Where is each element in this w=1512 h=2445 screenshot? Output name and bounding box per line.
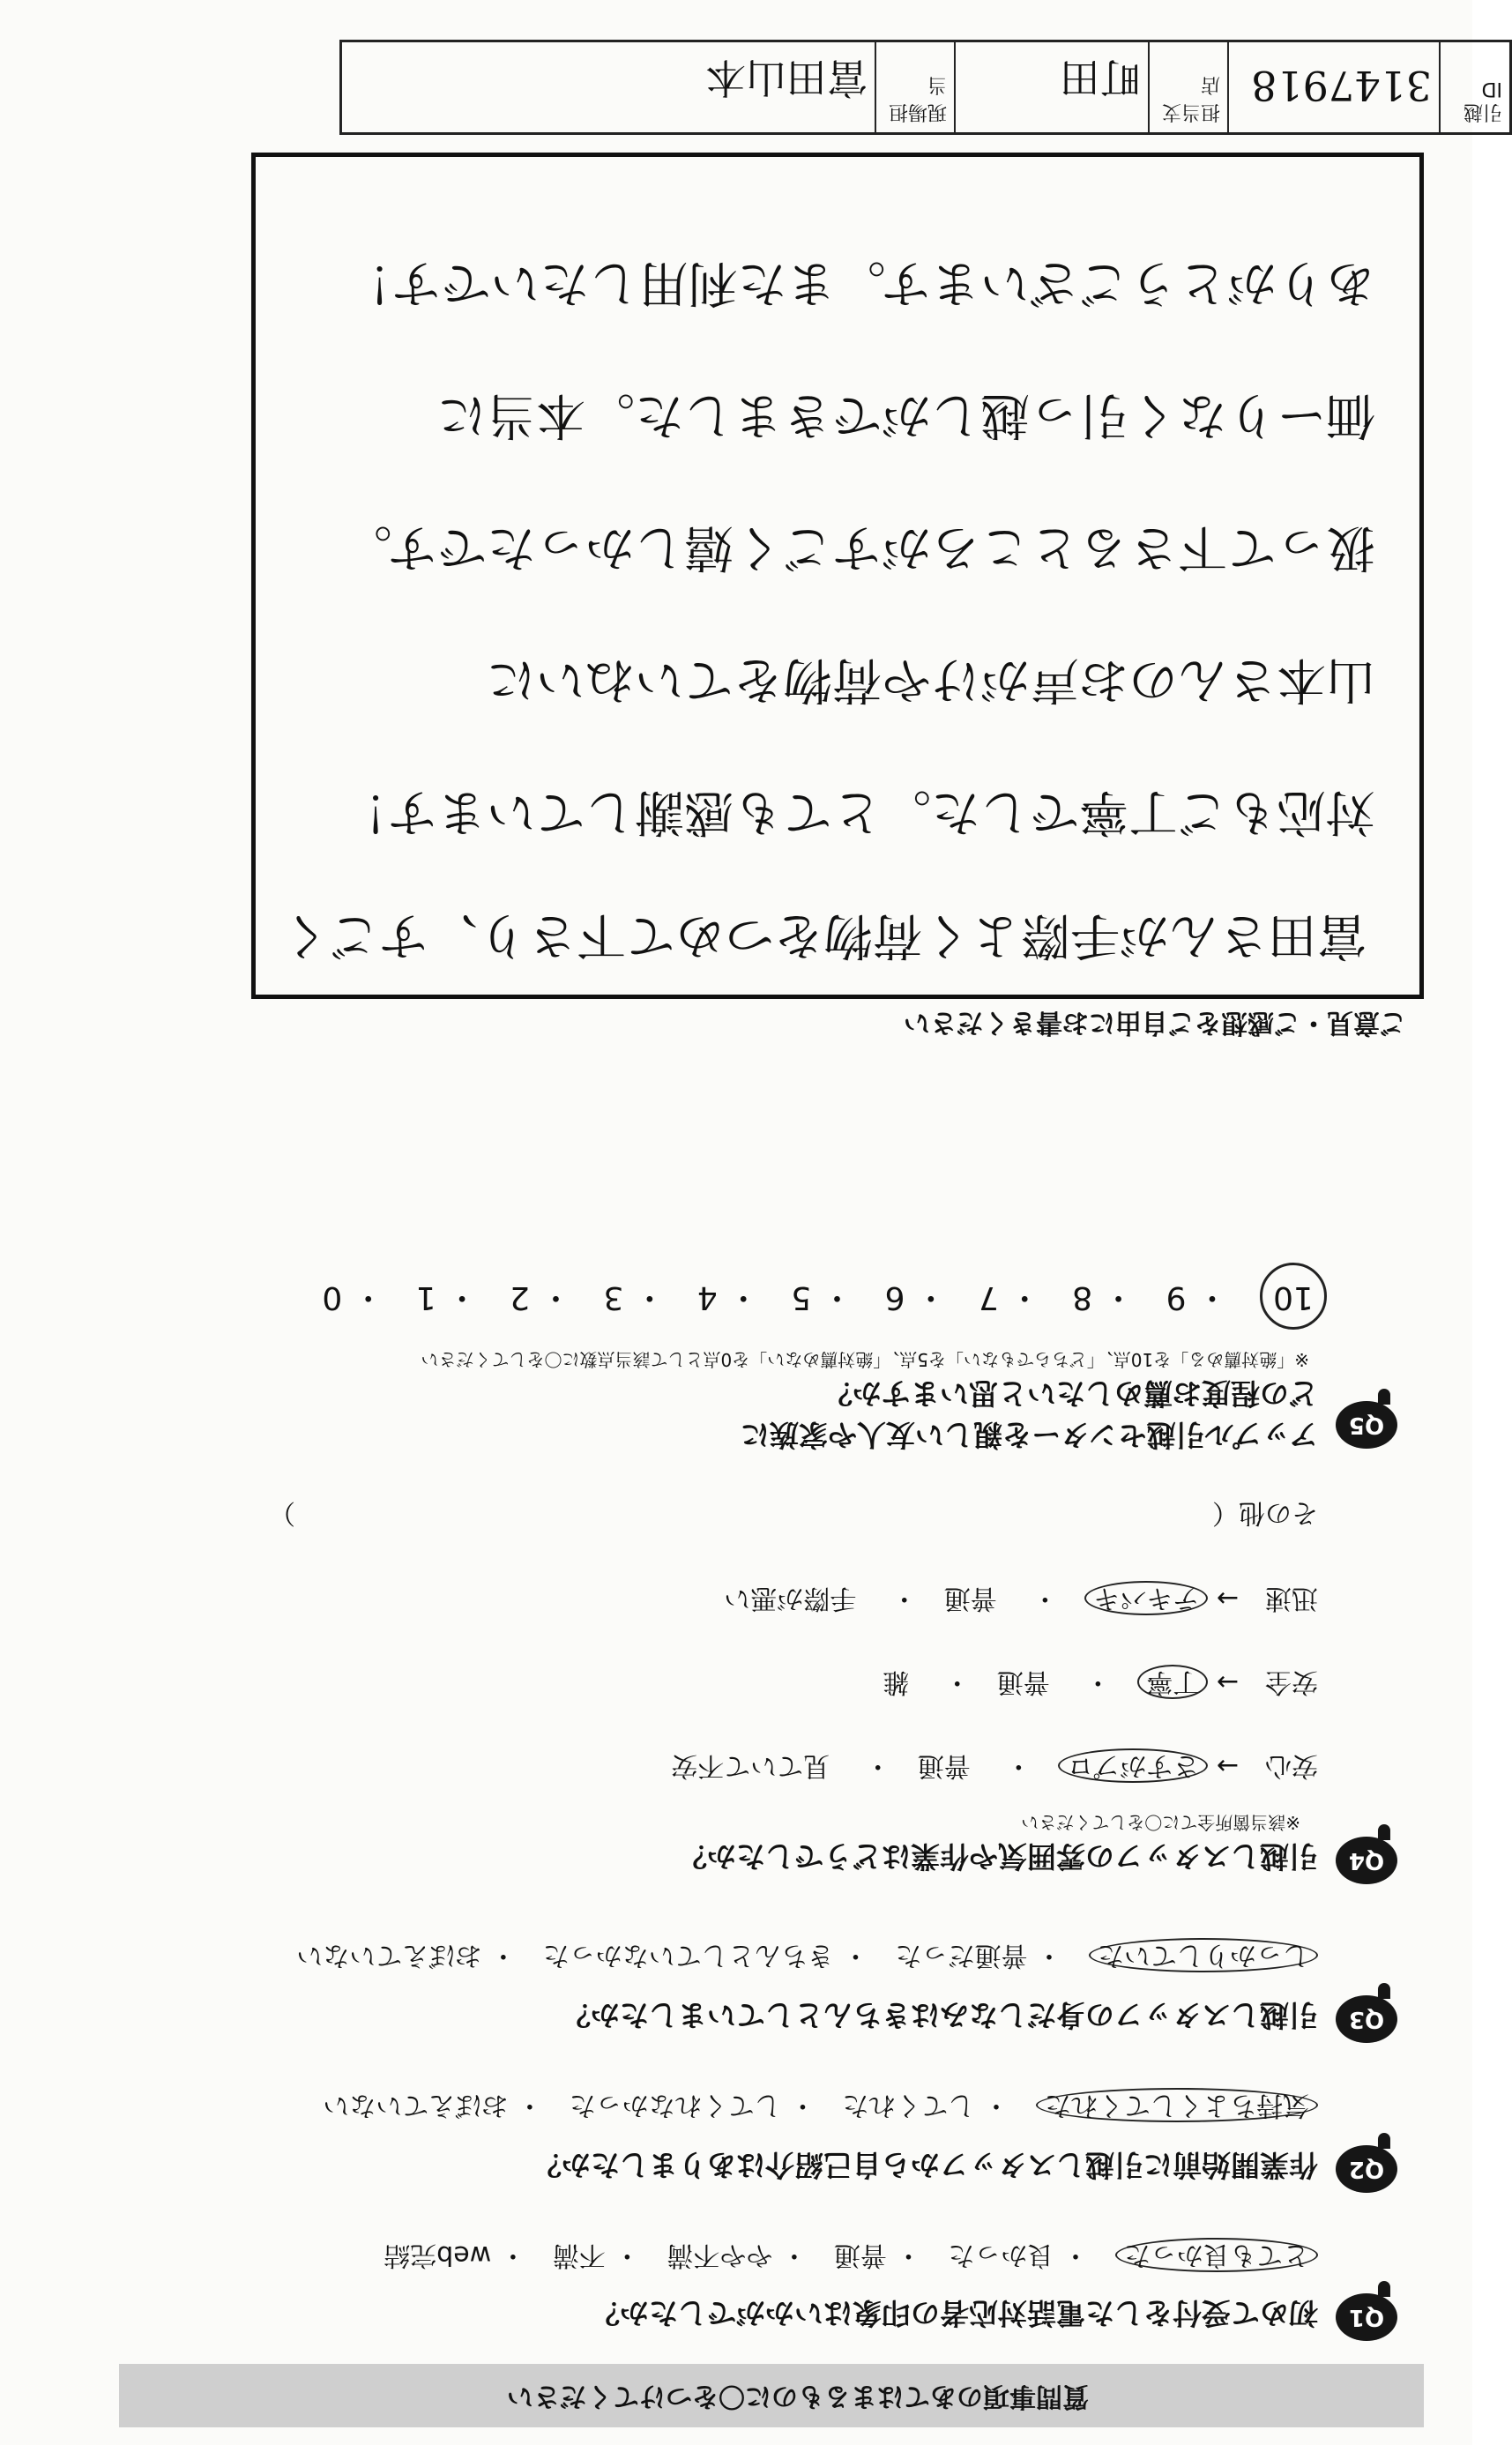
- q5-score-selected: 10: [1260, 1263, 1327, 1330]
- q2-option: してくれた: [842, 2090, 975, 2121]
- q5-question: [741, 1375, 1318, 1457]
- q4-question: 引越しスタッフの雰囲気や作業はどうでしたか？: [678, 1839, 1318, 1874]
- id-table: [339, 40, 1512, 135]
- q4-option: 普通: [943, 1583, 997, 1614]
- q4-option: 雑: [883, 1666, 910, 1697]
- q4-option: 手際が悪い: [724, 1583, 857, 1614]
- comment-line: 富田さんが手際よく荷物をつめて下さり、すごく: [280, 906, 1367, 964]
- q4-other: [1212, 1496, 1318, 1535]
- q1-badge: Q1: [1336, 2293, 1397, 2341]
- branch-value: 町田: [954, 42, 1148, 132]
- instructions-text: 質問事項のあてはまるものに〇をつけてください: [507, 2381, 1089, 2411]
- q5-score: 7: [978, 1279, 999, 1316]
- q2-option: おぼえていない: [323, 2090, 509, 2121]
- q4-badge: Q4: [1336, 1837, 1397, 1884]
- q1-question: 初めて受付をした電話対応者の印象はいかがでしたか？: [591, 2296, 1318, 2330]
- q1-option: やや不満: [667, 2240, 773, 2270]
- id-value: 3147918: [1227, 42, 1439, 132]
- survey-sheet: [48, 0, 1502, 2445]
- q5-score: 2: [510, 1279, 531, 1316]
- comments-title: ご意見・ご感想をご自由にお書きください: [904, 1007, 1406, 1038]
- q4-option-selected: 丁寧: [1137, 1665, 1208, 1699]
- q3-option: 普通だった: [895, 1940, 1028, 1971]
- q3-option: きちんとしていなかった: [542, 1940, 834, 1971]
- q5-score: 8: [1072, 1279, 1093, 1316]
- q4-other-close: ）: [269, 1497, 295, 1528]
- q4-row-jinsoku: 迅速 → テキパキ ・ 普通 ・ 手際が悪い: [724, 1583, 1318, 1614]
- q5-score: 5: [791, 1279, 812, 1316]
- q4-other-label: その他（: [1212, 1497, 1318, 1528]
- q5-score: 9: [1166, 1279, 1187, 1316]
- q1-option: 普通: [833, 2240, 887, 2270]
- q2-option: してくれなかった: [569, 2090, 781, 2121]
- q3-option: おぼえていない: [296, 1940, 482, 1971]
- q5-note: ※「絶対薦める」を10点、「どちらでもない」を5点、「絶対薦めない」を0点として該当点数に〇をしてください: [421, 1349, 1309, 1370]
- comments-box: [251, 153, 1424, 999]
- q1-options: とても良かった ・ 良かった ・ 普通 ・ やや不満 ・ 不満 ・ web完結: [384, 2239, 1318, 2277]
- q1-option: web完結: [384, 2240, 492, 2270]
- q5-question-line1: アップル引越センターを親しい友人や家族に: [740, 1418, 1318, 1452]
- comment-line: 価ーりなく引っ越しができました。本当に: [437, 386, 1375, 444]
- comment-line: 山本さんのお声がけや荷物をていねいに: [487, 651, 1375, 708]
- q4-option: 普通: [917, 1750, 971, 1781]
- comment-line: 扱って下さるところがすごく嬉しかったです。: [342, 518, 1375, 576]
- q3-options: しっかりしていた ・ 普通だった ・ きちんとしていなかった ・ おぼえていない: [296, 1939, 1318, 1978]
- q1-option: 良かった: [948, 2240, 1054, 2270]
- q4-row-anshin: 安心 → さすがプロ ・ 普通 ・ 見ていて不安: [671, 1750, 1318, 1781]
- staff-value: 富田山本: [705, 54, 868, 101]
- q5-badge: Q5: [1336, 1401, 1397, 1449]
- q5-score: 0: [322, 1279, 343, 1316]
- q3-question: 引越しスタッフの身だしなみはきちんとしていましたか？: [562, 1998, 1318, 2032]
- q5-score: 3: [603, 1279, 624, 1316]
- q2-options: 気持ちよくしてくれた ・ してくれた ・ してくれなかった ・ おぼえていない: [323, 2089, 1318, 2128]
- q2-badge: Q2: [1336, 2145, 1397, 2193]
- branch-label: 担当支店: [1148, 42, 1227, 132]
- q4-option-selected: テキパキ: [1084, 1581, 1208, 1615]
- q4-row-label: 安全 →: [1216, 1666, 1318, 1697]
- q2-question: 作業開始前に引越しスタッフから自己紹介はありましたか？: [533, 2148, 1318, 2182]
- staff-label: 現場担当: [875, 42, 954, 132]
- q4-row-label: 迅速 →: [1216, 1583, 1318, 1614]
- q4-option: 普通: [996, 1666, 1050, 1697]
- id-label: 引越ID: [1439, 42, 1509, 132]
- comment-line: ありがとうございます。また利用したいです！: [342, 254, 1375, 311]
- q5-question-line2: どの程度お薦めしたいと思いますか？: [823, 1376, 1318, 1411]
- q3-option-selected: しっかりしていた: [1089, 1938, 1318, 1972]
- q4-option: 見ていて不安: [671, 1750, 830, 1781]
- q4-row-label: 安心 →: [1216, 1750, 1318, 1781]
- q2-option-selected: 気持ちよくしてくれた: [1036, 2088, 1318, 2122]
- q5-score: 6: [884, 1279, 905, 1316]
- instructions-banner: [119, 2364, 1424, 2427]
- q5-score: 1: [415, 1279, 436, 1316]
- q4-row-anzen: 安全 → 丁寧 ・ 普通 ・ 雑: [883, 1666, 1318, 1697]
- q3-badge: Q3: [1336, 1995, 1397, 2043]
- q4-option-selected: さすがプロ: [1058, 1748, 1208, 1783]
- q1-option: 不満: [552, 2240, 606, 2270]
- q1-option-selected: とても良かった: [1115, 2238, 1318, 2272]
- q5-scale: 10 ・ 9 ・ 8 ・ 7 ・ 6 ・ 5 ・ 4 ・ 3 ・ 2 ・ 1 ・ 0: [322, 1263, 1327, 1330]
- q4-note: ※該当箇所全てに〇をしてください: [1021, 1812, 1300, 1833]
- comment-line: 対応もご丁寧でした。とても感謝しています！: [339, 783, 1375, 840]
- q5-score: 4: [696, 1279, 718, 1316]
